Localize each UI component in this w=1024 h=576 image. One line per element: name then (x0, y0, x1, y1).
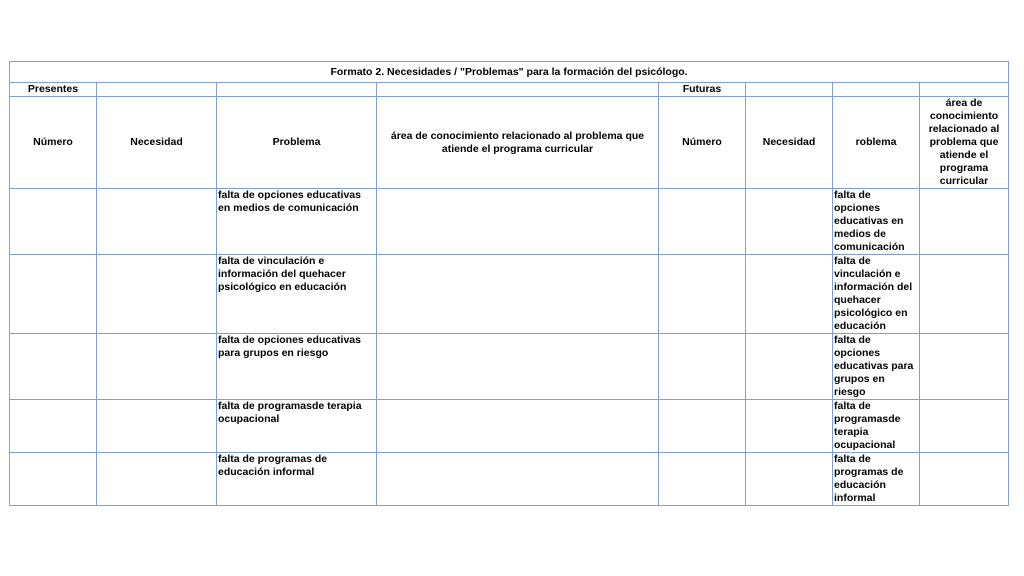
empty-cell (377, 83, 659, 97)
empty-cell (746, 255, 833, 334)
empty-cell (659, 400, 746, 453)
empty-cell (10, 189, 97, 255)
group-label-presentes: Presentes (10, 83, 97, 97)
empty-cell (10, 334, 97, 400)
header-necesidad-futuras: Necesidad (746, 97, 833, 189)
problema-cell: falta de programasde terapia ocupacional (217, 400, 377, 453)
empty-cell (10, 255, 97, 334)
table-row (10, 334, 1009, 400)
table-row (10, 255, 1009, 334)
empty-cell (659, 453, 746, 506)
empty-cell (10, 400, 97, 453)
empty-cell (97, 189, 217, 255)
problema-futuras-cell: falta de vinculación e información del quehacer psicológico en educación (833, 255, 920, 334)
header-area-futuras: área de conocimiento relacionado al problema que atiende el programa curricular (920, 97, 1009, 189)
empty-cell (920, 83, 1009, 97)
header-necesidad: Necesidad (97, 97, 217, 189)
empty-cell (746, 83, 833, 97)
empty-cell (377, 255, 659, 334)
problema-cell: falta de opciones educativas en medios de comunicación (217, 189, 377, 255)
empty-cell (217, 83, 377, 97)
table-title: Formato 2. Necesidades / "Problemas" para la formación del psicólogo. (10, 62, 1009, 83)
table-row (10, 400, 1009, 453)
header-problema-futuras: roblema (833, 97, 920, 189)
table-row (10, 189, 1009, 255)
header-numero-futuras: Número (659, 97, 746, 189)
empty-cell (97, 255, 217, 334)
empty-cell (920, 334, 1009, 400)
empty-cell (97, 453, 217, 506)
empty-cell (97, 83, 217, 97)
empty-cell (97, 400, 217, 453)
empty-cell (659, 334, 746, 400)
needs-problems-table (9, 61, 1009, 506)
empty-cell (97, 334, 217, 400)
empty-cell (377, 453, 659, 506)
empty-cell (746, 400, 833, 453)
empty-cell (377, 334, 659, 400)
empty-cell (920, 189, 1009, 255)
problema-cell: falta de opciones educativas para grupos en riesgo (217, 334, 377, 400)
problema-cell: falta de vinculación e información del quehacer psicológico en educación (217, 255, 377, 334)
empty-cell (920, 400, 1009, 453)
header-area: área de conocimiento relacionado al problema que atiende el programa curricular (377, 97, 659, 189)
empty-cell (746, 189, 833, 255)
problema-futuras-cell: falta de opciones educativas para grupos en riesgo (833, 334, 920, 400)
header-numero: Número (10, 97, 97, 189)
empty-cell (659, 189, 746, 255)
empty-cell (377, 400, 659, 453)
empty-cell (746, 453, 833, 506)
problema-futuras-cell: falta de programasde terapia ocupacional (833, 400, 920, 453)
empty-cell (833, 83, 920, 97)
problema-futuras-cell: falta de opciones educativas en medios de comunicación (833, 189, 920, 255)
problema-futuras-cell: falta de programas de educación informal (833, 453, 920, 506)
empty-cell (920, 453, 1009, 506)
header-problema: Problema (217, 97, 377, 189)
empty-cell (746, 334, 833, 400)
empty-cell (659, 255, 746, 334)
empty-cell (10, 453, 97, 506)
empty-cell (920, 255, 1009, 334)
table-row (10, 453, 1009, 506)
empty-cell (377, 189, 659, 255)
group-label-futuras: Futuras (659, 83, 746, 97)
problema-cell: falta de programas de educación informal (217, 453, 377, 506)
